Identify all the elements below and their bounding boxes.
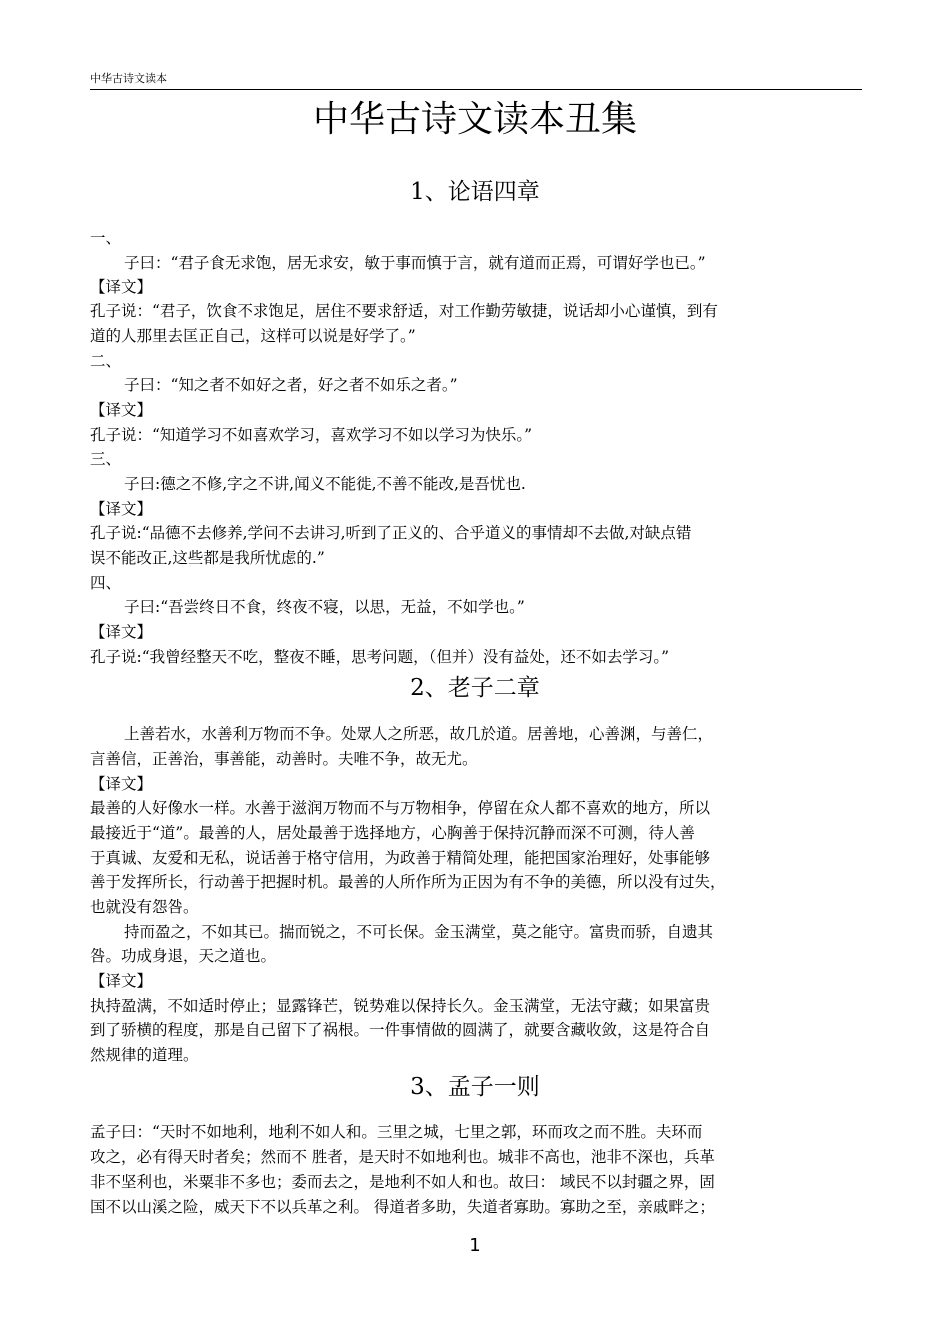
text-line: 言善信，正善治，事善能，动善时。夫唯不争，故无尤。 xyxy=(90,750,478,768)
text-line: 误不能改正,这些都是我所忧虑的.” xyxy=(90,549,325,567)
text-line: 持而盈之，不如其已。揣而锐之，不可长保。金玉满堂，莫之能守。富贵而骄，自遗其 xyxy=(124,923,714,941)
text-line: 子曰:“吾尝终日不食，终夜不寝，以思，无益，不如学也。” xyxy=(124,598,525,616)
text-line: 孔子说：“知道学习不如喜欢学习，喜欢学习不如以学习为快乐。” xyxy=(90,426,533,444)
text-line: 到了骄横的程度，那是自己留下了祸根。一件事情做的圆满了，就要含藏收敛，这是符合自 xyxy=(90,1021,711,1039)
text-line: 孟子曰：“天时不如地利，地利不如人和。三里之城，七里之郭，环而攻之而不胜。夫环而 xyxy=(90,1123,703,1141)
text-line: 【译文】 xyxy=(90,278,153,296)
text-line: 子曰：“君子食无求饱，居无求安，敏于事而慎于言，就有道而正焉，可谓好学也已。” xyxy=(124,254,706,272)
text-line: 四、 xyxy=(90,574,122,592)
text-line: 孔子说:“品德不去修养,学问不去讲习,听到了正义的、合乎道义的事情却不去做,对缺点错 xyxy=(90,524,692,542)
text-line: 【译文】 xyxy=(90,623,153,641)
text-line: 道的人那里去匡正自己，这样可以说是好学了。” xyxy=(90,327,416,345)
page-number: 1 xyxy=(469,1235,481,1256)
text-line: 非不坚利也，米粟非不多也；委而去之，是地利不如人和也。故曰： 域民不以封疆之界，固 xyxy=(90,1173,715,1191)
section-heading-3: 3、孟子一则 xyxy=(410,1074,540,1100)
text-line: 子曰:德之不修,字之不讲,闻义不能徙,不善不能改,是吾忧也. xyxy=(124,475,526,493)
text-line: 【译文】 xyxy=(90,401,153,419)
text-line: 上善若水，水善利万物而不争。处眾人之所恶，故几於道。居善地，心善渊，与善仁， xyxy=(124,725,714,743)
text-line: 【译文】 xyxy=(90,775,153,793)
text-line: 【译文】 xyxy=(90,972,153,990)
text-line: 二、 xyxy=(90,352,122,370)
text-line: 【译文】 xyxy=(90,500,153,518)
text-line: 三、 xyxy=(90,450,122,468)
text-line: 也就没有怨咎。 xyxy=(90,898,199,916)
text-line: 咎。功成身退，天之道也。 xyxy=(90,947,277,965)
text-line: 于真诚、友爱和无私，说话善于格守信用，为政善于精简处理，能把国家治理好，处事能够 xyxy=(90,849,711,867)
text-line: 国不以山溪之险，威天下不以兵革之利。 得道者多助，失道者寡助。寡助之至，亲戚畔之； xyxy=(90,1198,715,1216)
text-line: 善于发挥所长，行动善于把握时机。最善的人所作所为正因为有不争的美德，所以没有过失， xyxy=(90,873,726,891)
section-heading-2: 2、老子二章 xyxy=(410,675,540,701)
section-heading-1: 1、论语四章 xyxy=(410,179,540,205)
running-header: 中华古诗文读本 xyxy=(90,70,862,90)
text-line: 孔子说:“我曾经整天不吃，整夜不睡，思考问题，（但并）没有益处，还不如去学习。” xyxy=(90,648,670,666)
text-line: 孔子说：“君子，饮食不求饱足，居住不要求舒适，对工作勤劳敏捷，说话却小心谨慎，到有 xyxy=(90,302,718,320)
text-line: 攻之，必有得天时者矣；然而不 胜者，是天时不如地利也。城非不高也，池非不深也，兵革 xyxy=(90,1148,715,1166)
text-line: 最接近于“道”。最善的人，居处最善于选择地方，心胸善于保持沉静而深不可测，待人善 xyxy=(90,824,695,842)
text-line: 一、 xyxy=(90,229,122,247)
page-title: 中华古诗文读本丑集 xyxy=(312,99,637,140)
text-line: 最善的人好像水一样。水善于滋润万物而不与万物相争，停留在众人都不喜欢的地方，所以 xyxy=(90,799,711,817)
text-line: 子曰：“知之者不如好之者，好之者不如乐之者。” xyxy=(124,376,458,394)
text-line: 执持盈满，不如适时停止；显露锋芒，锐势难以保持长久。金玉满堂，无法守藏；如果富贵 xyxy=(90,997,711,1015)
text-line: 然规律的道理。 xyxy=(90,1046,199,1064)
